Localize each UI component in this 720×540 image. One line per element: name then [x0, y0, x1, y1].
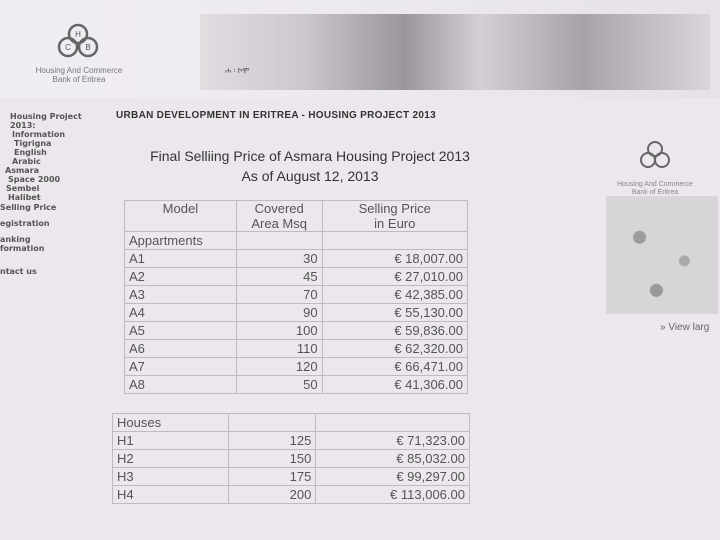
view-larger-link[interactable]: » View larg — [660, 322, 710, 333]
price-cell: € 42,385.00 — [322, 286, 467, 304]
apartments-price-table — [124, 200, 468, 394]
price-cell: € 18,007.00 — [322, 250, 467, 268]
sidebar-item-registration[interactable]: egistration — [0, 219, 50, 228]
table-row — [113, 486, 470, 504]
sidebar-item-banking[interactable]: anking — [0, 235, 31, 244]
bank-name — [14, 66, 144, 84]
model-cell: H4 — [113, 486, 229, 504]
area-cell: 200 — [228, 486, 316, 504]
area-cell: 175 — [228, 468, 316, 486]
right-bank-name-line1: Housing And Commerce — [617, 181, 693, 188]
sidebar-item-space-2000[interactable]: Space 2000 — [8, 175, 61, 184]
area-cell: 120 — [236, 358, 322, 376]
right-bank-name-line2: Bank of Eritrea — [631, 189, 679, 196]
area-cell: 125 — [228, 432, 316, 450]
price-heading-date: As of August 12, 2013 — [241, 168, 379, 184]
banner-photo — [200, 14, 710, 90]
model-cell: A3 — [125, 286, 237, 304]
area-cell: 45 — [236, 268, 322, 286]
sidebar-item-housing-project-year[interactable]: 2013: — [10, 121, 36, 130]
svg-text:C: C — [65, 43, 71, 52]
sidebar-item-arabic[interactable]: Arabic — [12, 157, 41, 166]
price-cell: € 41,306.00 — [322, 376, 467, 394]
table-row — [125, 376, 468, 394]
sidebar-item-sembel[interactable]: Sembel — [6, 184, 40, 193]
sidebar-item-tigrigna[interactable]: Tigrigna — [14, 139, 52, 148]
bank-logo-icon — [638, 140, 672, 170]
table-row — [125, 358, 468, 376]
bank-name-line2: Bank of Eritrea — [52, 75, 106, 84]
bank-name-line1: Housing And Commerce — [35, 66, 123, 75]
price-cell: € 59,836.00 — [322, 322, 467, 340]
col-header-area-line2: Area Msq — [251, 216, 307, 231]
sidebar-nav — [0, 112, 100, 276]
page-title: URBAN DEVELOPMENT IN ERITREA - HOUSING PROJECT 2013 — [116, 110, 436, 121]
bank-logo-icon — [55, 22, 101, 60]
price-heading — [140, 146, 480, 186]
price-heading-title: Final Selliing Price of Asmara Housing Project 2013 — [150, 148, 470, 164]
section-label-apartments: Appartments — [125, 232, 237, 250]
model-cell: A8 — [125, 376, 237, 394]
header-banner — [0, 0, 720, 98]
sidebar-item-english[interactable]: English — [14, 148, 47, 157]
col-header-area-line1: Covered — [254, 201, 304, 216]
model-cell: A1 — [125, 250, 237, 268]
table-row — [125, 304, 468, 322]
section-row-houses — [113, 414, 470, 432]
area-cell: 50 — [236, 376, 322, 394]
model-cell: H3 — [113, 468, 229, 486]
houses-price-table — [112, 413, 470, 504]
table-row — [113, 468, 470, 486]
right-bank-name — [600, 181, 710, 197]
housing-map-thumbnail[interactable] — [606, 196, 718, 314]
table-row — [125, 322, 468, 340]
price-cell: € 62,320.00 — [322, 340, 467, 358]
svg-text:B: B — [85, 43, 91, 52]
table-row — [113, 450, 470, 468]
table-row — [125, 286, 468, 304]
table-row — [113, 432, 470, 450]
price-cell: € 55,130.00 — [322, 304, 467, 322]
model-cell: H2 — [113, 450, 229, 468]
area-cell: 30 — [236, 250, 322, 268]
table-row — [125, 340, 468, 358]
sidebar-item-halibet[interactable]: Halibet — [8, 193, 41, 202]
model-cell: A2 — [125, 268, 237, 286]
col-header-price-line1: Selling Price — [358, 201, 431, 216]
price-cell: € 66,471.00 — [322, 358, 467, 376]
model-cell: H1 — [113, 432, 229, 450]
area-cell: 90 — [236, 304, 322, 322]
price-cell: € 99,297.00 — [316, 468, 470, 486]
col-header-model: Model — [125, 201, 237, 232]
price-cell: € 71,323.00 — [316, 432, 470, 450]
section-label-houses: Houses — [113, 414, 229, 432]
model-cell: A7 — [125, 358, 237, 376]
table-row — [125, 250, 468, 268]
area-cell: 100 — [236, 322, 322, 340]
price-cell: € 85,032.00 — [316, 450, 470, 468]
model-cell: A4 — [125, 304, 237, 322]
photo-caption: ሐ ፡ ኮሞ — [225, 66, 250, 75]
col-header-price — [322, 201, 467, 232]
section-row-apartments — [125, 232, 468, 250]
sidebar-item-banking-information[interactable]: formation — [0, 244, 45, 253]
area-cell: 150 — [228, 450, 316, 468]
table-header-row — [125, 201, 468, 232]
sidebar-item-contact-us[interactable]: ntact us — [0, 267, 37, 276]
sidebar-item-asmara[interactable]: Asmara — [5, 166, 40, 175]
area-cell: 70 — [236, 286, 322, 304]
col-header-price-line2: in Euro — [374, 216, 416, 231]
svg-text:H: H — [75, 30, 81, 39]
area-cell: 110 — [236, 340, 322, 358]
model-cell: A6 — [125, 340, 237, 358]
sidebar-item-information[interactable]: Information — [12, 130, 66, 139]
table-row — [125, 268, 468, 286]
model-cell: A5 — [125, 322, 237, 340]
price-cell: € 27,010.00 — [322, 268, 467, 286]
price-cell: € 113,006.00 — [316, 486, 470, 504]
sidebar-item-selling-price[interactable]: Selling Price — [0, 203, 57, 212]
col-header-area — [236, 201, 322, 232]
sidebar-item-housing-project[interactable]: Housing Project — [10, 112, 82, 121]
